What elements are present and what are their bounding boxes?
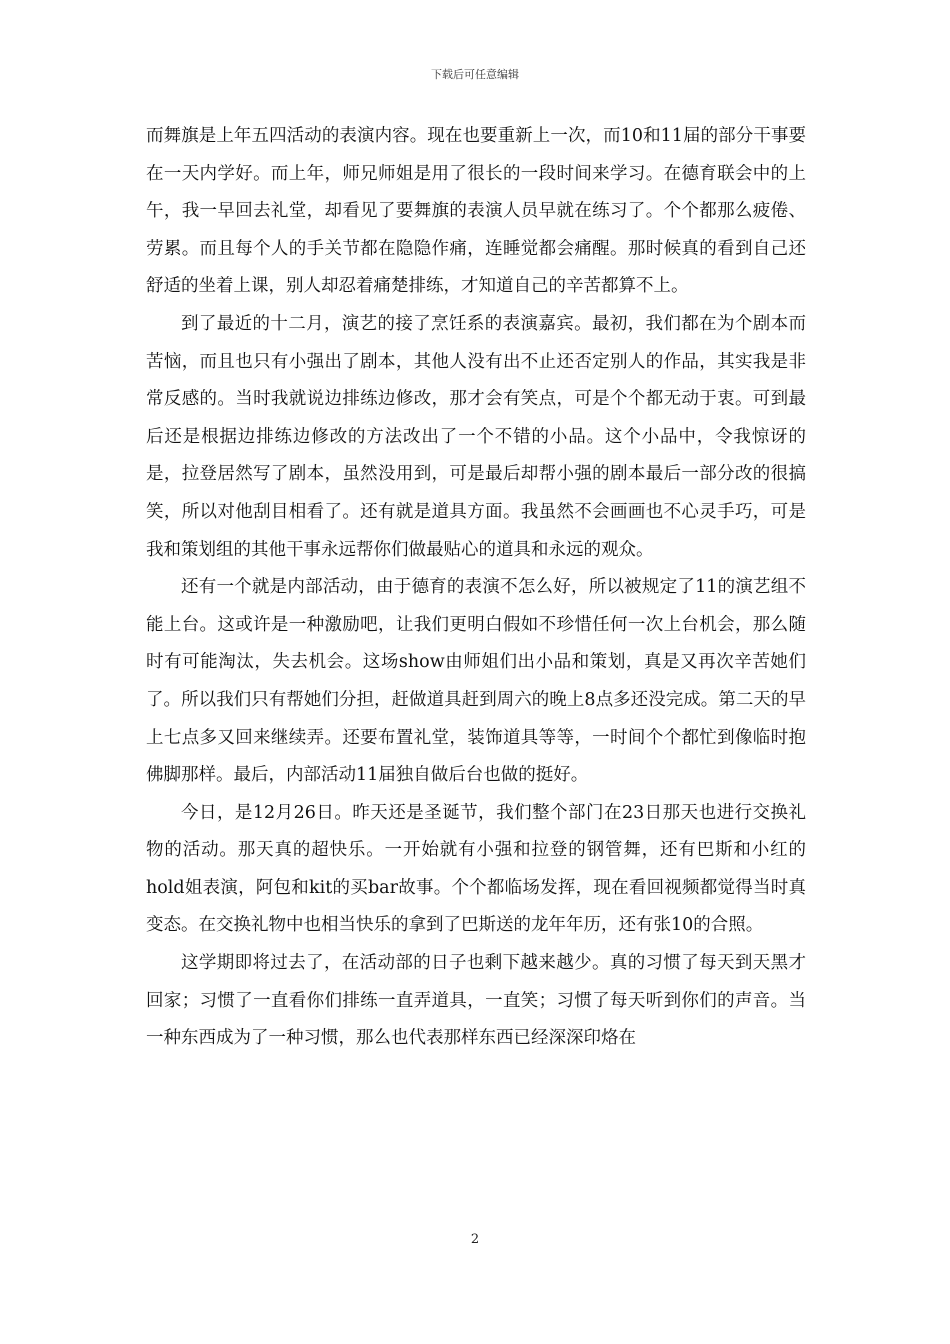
- paragraph-5: 这学期即将过去了，在活动部的日子也剩下越来越少。真的习惯了每天到天黑才回家；习惯了一直看你们排练一直弄道具，一直笑；习惯了每天听到你们的声音。当一种东西成为了一种习惯，那么也代表那样东西已经深深印烙在: [146, 953, 806, 1049]
- paragraph-1: 而舞旗是上年五四活动的表演内容。现在也要重新上一次，而10和11届的部分干事要在一天内学好。而上年，师兄师姐是用了很长的一段时间来学习。在德育联会中的上午，我一早回去礼堂，却看见了要舞旗的表演人员早就在练习了。个个都那么疲倦、劳累。而且每个人的手关节都在隐隐作痛，连睡觉都会痛醒。那时候真的看到自己还舒适的坐着上课，别人却忍着痛楚排练，才知道自己的辛苦都算不上。: [146, 126, 806, 297]
- paragraph-4: 今日，是12月26日。昨天还是圣诞节，我们整个部门在23日那天也进行交换礼物的活动。那天真的超快乐。一开始就有小强和拉登的钢管舞，还有巴斯和小红的hold姐表演，阿包和kit的买bar故事。个个都临场发挥，现在看回视频都觉得当时真变态。在交换礼物中也相当快乐的拿到了巴斯送的龙年年历，还有张10的合照。: [146, 802, 806, 936]
- page-header: 下载后可任意编辑: [431, 68, 519, 81]
- document-body: [146, 118, 806, 1058]
- paragraph-3: 还有一个就是内部活动，由于德育的表演不怎么好，所以被规定了11的演艺组不能上台。这或许是一种激励吧，让我们更明白假如不珍惜任何一次上台机会，那么随时有可能淘汰，失去机会。这场show由师姐们出小品和策划，真是又再次辛苦她们了。所以我们只有帮她们分担，赶做道具赶到周六的晚上8点多还没完成。第二天的早上七点多又回来继续弄。还要布置礼堂，装饰道具等等，一时间个个都忙到像临时抱佛脚那样。最后，内部活动11届独自做后台也做的挺好。: [146, 577, 806, 786]
- paragraph-2: 到了最近的十二月，演艺的接了烹饪系的表演嘉宾。最初，我们都在为个剧本而苦恼，而且也只有小强出了剧本，其他人没有出不止还否定别人的作品，其实我是非常反感的。当时我就说边排练边修改，那才会有笑点，可是个个都无动于衷。可到最后还是根据边排练边修改的方法改出了一个不错的小品。这个小品中，令我惊讶的是，拉登居然写了剧本，虽然没用到，可是最后却帮小强的剧本最后一部分改的很搞笑，所以对他刮目相看了。还有就是道具方面。我虽然不会画画也不心灵手巧，可是我和策划组的其他干事永远帮你们做最贴心的道具和永远的观众。: [146, 313, 806, 560]
- page-number: 2: [470, 1232, 480, 1247]
